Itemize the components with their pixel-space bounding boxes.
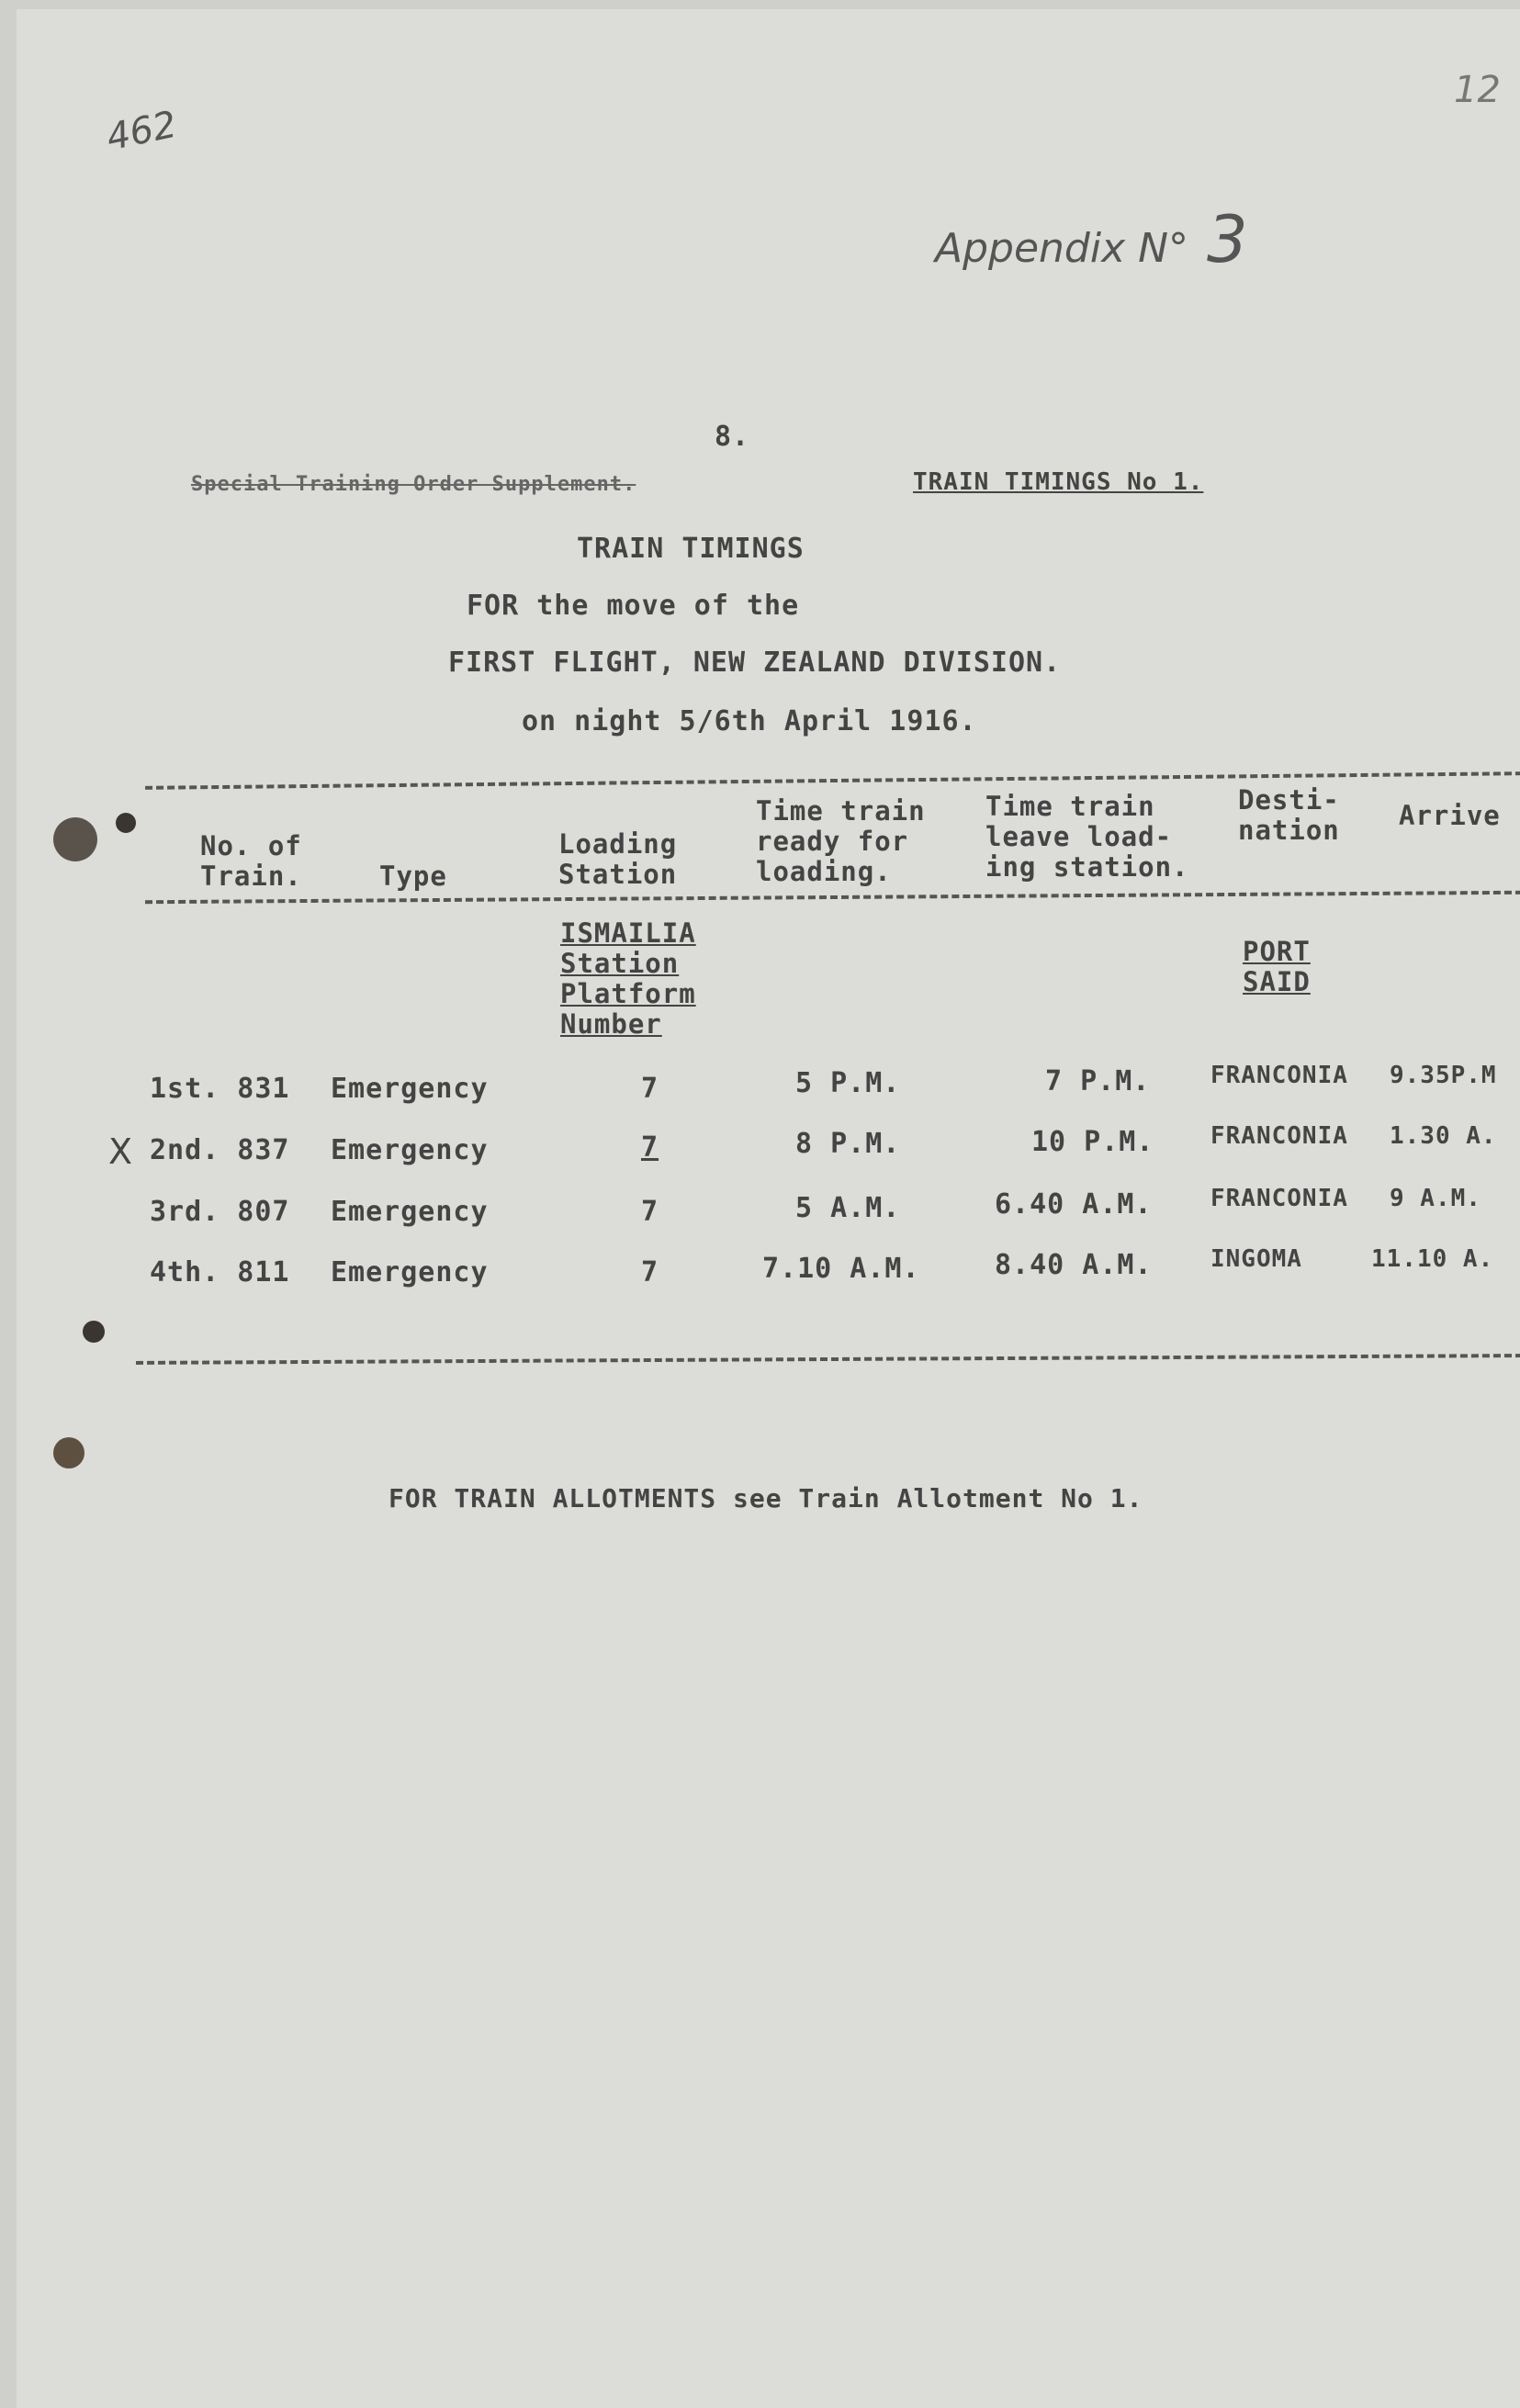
train-no: 4th. 811 <box>150 1256 290 1288</box>
appendix-number: 3 <box>1207 202 1248 277</box>
col-header-train-no: No. of Train. <box>200 830 302 892</box>
punch-hole <box>53 1437 84 1468</box>
loading-station-note: ISMAILIA Station Platform Number <box>560 917 696 1040</box>
destination: FRANCONIA <box>1210 1062 1348 1089</box>
train-type: Emergency <box>331 1196 489 1228</box>
time-leave: 6.40 A.M. <box>995 1188 1153 1221</box>
col-header-destination: Desti- nation <box>1238 784 1340 846</box>
time-leave: 8.40 A.M. <box>995 1249 1153 1281</box>
title-line-2: FOR the move of the <box>467 590 800 622</box>
train-type: Emergency <box>331 1073 489 1105</box>
page-number: 12 <box>1454 69 1501 111</box>
destination: FRANCONIA <box>1210 1185 1348 1212</box>
title-line-1: TRAIN TIMINGS <box>577 533 805 565</box>
train-no: 2nd. 837 <box>150 1134 290 1166</box>
col-header-time-leave: Time train leave load- ing station. <box>985 791 1189 883</box>
platform: 7 <box>641 1073 659 1105</box>
platform: 7 <box>641 1196 659 1228</box>
time-leave: 10 P.M. <box>1031 1126 1154 1158</box>
document-page <box>17 9 1520 2408</box>
folio-number: 462 <box>103 103 181 160</box>
train-type: Emergency <box>331 1134 489 1166</box>
time-ready: 5 P.M. <box>795 1067 901 1099</box>
punch-hole <box>83 1321 105 1343</box>
train-no: 3rd. 807 <box>150 1196 290 1228</box>
arrive: 9.35P.M <box>1390 1062 1497 1089</box>
appendix-label <box>935 202 1248 277</box>
title-line-3: FIRST FLIGHT, NEW ZEALAND DIVISION. <box>448 647 1062 679</box>
col-header-arrive: Arrive <box>1399 800 1501 831</box>
table-bottom-rule <box>136 1354 1520 1365</box>
appendix-label-text: Appendix N° <box>935 225 1189 272</box>
punch-hole <box>53 817 97 861</box>
time-leave: 7 P.M. <box>1045 1065 1151 1097</box>
table-header-rule <box>145 891 1520 904</box>
col-header-time-ready: Time train ready for loading. <box>756 795 926 887</box>
arrive: 11.10 A. <box>1371 1245 1494 1273</box>
ref-title: TRAIN TIMINGS No 1. <box>913 468 1204 496</box>
time-ready: 7.10 A.M. <box>762 1253 920 1285</box>
destination: FRANCONIA <box>1210 1122 1348 1150</box>
struck-line: Special Training Order Supplement. <box>191 473 636 496</box>
col-header-loading-station: Loading Station <box>558 828 678 890</box>
destination: INGOMA <box>1210 1245 1302 1273</box>
title-line-4: on night 5/6th April 1916. <box>522 705 977 737</box>
row-mark: X <box>108 1131 134 1172</box>
col-header-type: Type <box>379 861 447 892</box>
time-ready: 8 P.M. <box>795 1128 901 1160</box>
allotment-note: FOR TRAIN ALLOTMENTS see Train Allotment No 1. <box>388 1483 1143 1513</box>
time-ready: 5 A.M. <box>795 1192 901 1224</box>
arrive: 1.30 A. <box>1390 1122 1497 1150</box>
punch-hole <box>116 813 136 833</box>
train-no: 1st. 831 <box>150 1073 290 1105</box>
page-no: 8. <box>715 421 750 453</box>
platform: 7 <box>641 1256 659 1288</box>
platform: 7 <box>641 1131 659 1164</box>
arrive: 9 A.M. <box>1390 1185 1481 1212</box>
train-type: Emergency <box>331 1256 489 1288</box>
destination-note: PORT SAID <box>1243 936 1311 997</box>
